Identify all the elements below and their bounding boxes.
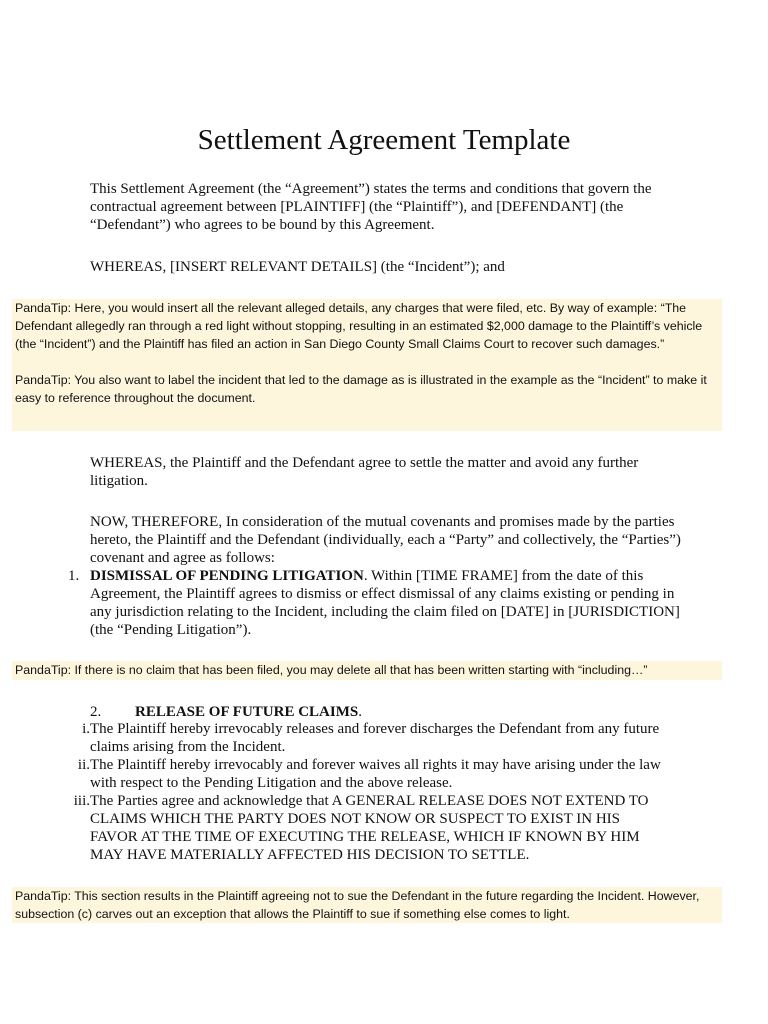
section-number: 1.	[68, 568, 80, 584]
section-heading: DISMISSAL OF PENDING LITIGATION	[90, 568, 364, 584]
release-item-label: iii.	[73, 793, 90, 809]
release-item-text: The Plaintiff hereby irrevocably and forever waives all rights it may have arising under the law with respect to the Pending Litigation and the above release.	[90, 757, 661, 791]
panda-tip-text: PandaTip: This section results in the Plaintiff agreeing not to sue the Defendant in the future regarding the Incident. However, subsection (c) carves out an exception that allows the Plaintiff to sue if something else comes to light.	[15, 889, 700, 921]
release-item	[70, 792, 690, 864]
section-text: . Within [TIME FRAME] from the date of this Agreement, the Plaintiff agrees to dismiss or effect dismissal of any claims existing or pending in any jurisdiction relating to the Incident, including the claim filed on [DATE] in [JURISDICTION] (the “Pending Litigation”).	[90, 568, 680, 638]
panda-tip-box-1	[12, 299, 722, 431]
intro-paragraph: This Settlement Agreement (the “Agreement”) states the terms and conditions that govern the contractual agreement between [PLAINTIFF] (the “Plaintiff”), and [DEFENDANT] (the “Defendant”) who agrees to be bound by this Agreement.	[90, 181, 652, 233]
whereas-incident: WHEREAS, [INSERT RELEVANT DETAILS] (the “Incident”); and	[90, 259, 505, 275]
panda-tip-box-2	[12, 661, 722, 680]
panda-tip-text: PandaTip: You also want to label the incident that led to the damage as is illustrated in the example as the “Incident” to make it easy to reference throughout the document.	[15, 373, 707, 405]
release-item-label: ii.	[77, 757, 90, 773]
release-item-label: i.	[82, 721, 90, 737]
section-release	[135, 703, 362, 721]
section-heading-suffix: .	[358, 704, 362, 720]
panda-tip-text: PandaTip: Here, you would insert all the relevant alleged details, any charges that were filed, etc. By way of example: “The Defendant allegedly ran through a red light without stopping, resulting in an estimated $2,000 damage to the Plaintiff’s vehicle (the “Incident”) and the Plaintiff has filed an action in San Diego County Small Claims Court to recover such damages.”	[15, 301, 703, 351]
release-item	[70, 720, 690, 756]
section-number: 2.	[90, 704, 102, 720]
release-item-text: The Parties agree and acknowledge that A GENERAL RELEASE DOES NOT EXTEND TO CLAIMS WHICH THE PARTY DOES NOT KNOW OR SUSPECT TO EXIST IN HIS FAVOR AT THE TIME OF EXECUTING THE RELEASE, WHICH IF KNOWN BY HIM MAY HAVE MATERIALLY AFFECTED HIS DECISION TO SETTLE.	[90, 793, 649, 863]
document-title: Settlement Agreement Template	[197, 124, 571, 156]
now-therefore-paragraph: NOW, THEREFORE, In consideration of the mutual covenants and promises made by the parties hereto, the Plaintiff and the Defendant (individually, each a “Party” and collectively, the “Parties”) covenant and agree as follows:	[90, 514, 681, 566]
section-heading: RELEASE OF FUTURE CLAIMS	[135, 704, 359, 720]
panda-tip-box-3	[12, 887, 722, 923]
release-item-text: The Plaintiff hereby irrevocably releases and forever discharges the Defendant from any future claims arising from the Incident.	[90, 721, 660, 755]
section-dismissal	[90, 567, 690, 639]
whereas-settle: WHEREAS, the Plaintiff and the Defendant agree to settle the matter and avoid any further litigation.	[90, 455, 639, 489]
panda-tip-text: PandaTip: If there is no claim that has been filed, you may delete all that has been written starting with “including…”	[15, 663, 648, 677]
release-item	[70, 756, 690, 792]
